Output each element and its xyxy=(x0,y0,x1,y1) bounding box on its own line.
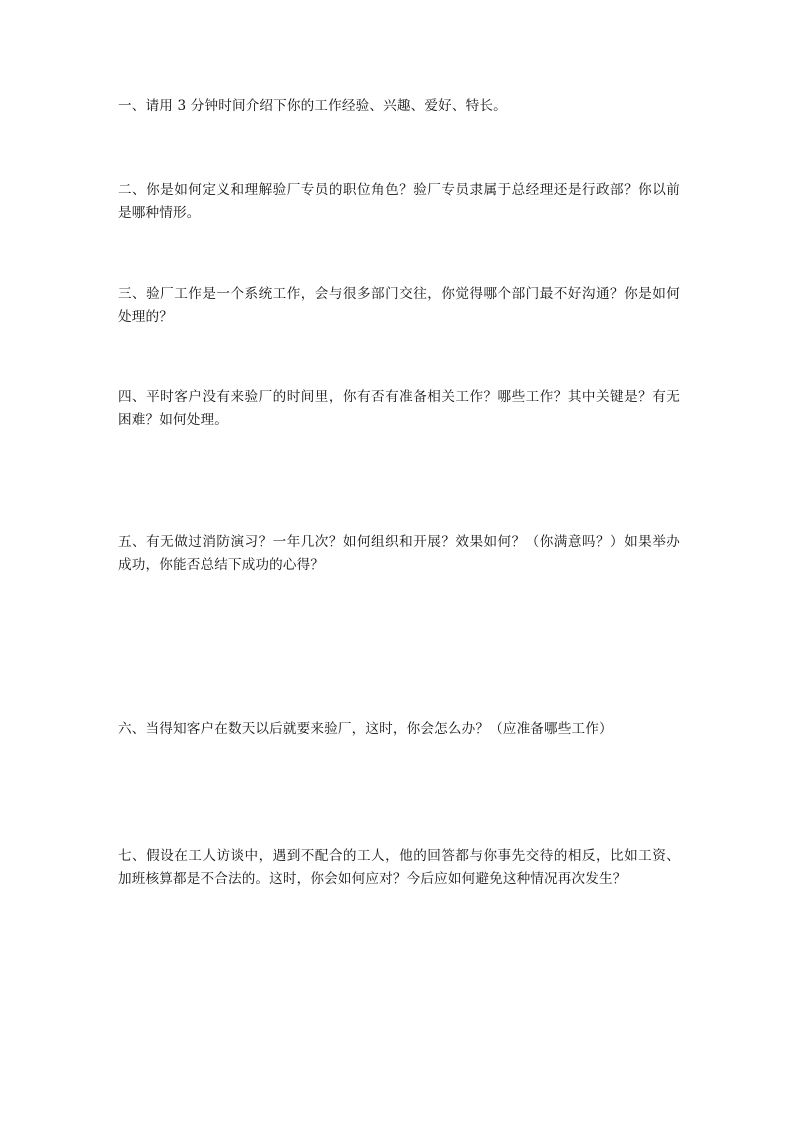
question-5: 五、有无做过消防演习？一年几次？如何组织和开展？效果如何？（你满意吗？）如果举办成功，你能否总结下成功的心得？ xyxy=(118,534,680,573)
question-7: 七、假设在工人访谈中，遇到不配合的工人，他的回答都与你事先交待的相反，比如工资、加班核算都是不合法的。这时，你会如何应对？今后应如何避免这种情况再次发生？ xyxy=(118,848,680,887)
question-1: 一、请用 3 分钟时间介绍下你的工作经验、兴趣、爱好、特长。 xyxy=(118,98,507,114)
question-3: 三、验厂工作是一个系统工作，会与很多部门交往，你觉得哪个部门最不好沟通？你是如何处理的？ xyxy=(118,286,680,325)
question-6: 六、当得知客户在数天以后就要来验厂，这时，你会怎么办？（应准备哪些工作） xyxy=(118,721,613,737)
question-2: 二、你是如何定义和理解验厂专员的职位角色？验厂专员隶属于总经理还是行政部？你以前是哪种情形。 xyxy=(118,182,680,221)
question-4: 四、平时客户没有来验厂的时间里，你有否有准备相关工作？哪些工作？其中关键是？有无困难？如何处理。 xyxy=(118,389,680,428)
